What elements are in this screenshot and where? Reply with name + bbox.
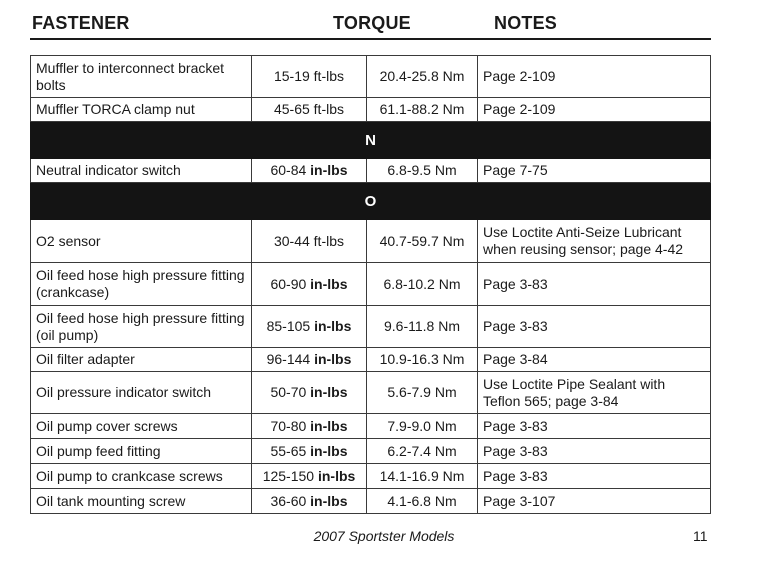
table-row (31, 263, 711, 306)
torque-cell (252, 56, 367, 98)
torque-cell (252, 414, 367, 439)
torque-value: 125-150 (262, 467, 315, 484)
torque-unit: in-lbs (314, 318, 352, 334)
table-row (31, 306, 711, 348)
torque-cell (252, 220, 367, 263)
table-row (31, 348, 711, 372)
torque-table-body (31, 56, 711, 514)
torque-value: 60-90 (270, 275, 307, 292)
metric-torque-cell: 6.8-10.2 Nm (367, 263, 478, 306)
table-row (31, 220, 711, 263)
table-row (31, 439, 711, 464)
torque-cell (252, 348, 367, 372)
notes-cell: Page 3-83 (478, 414, 711, 439)
notes-cell: Page 3-84 (478, 348, 711, 372)
torque-unit: in-lbs (314, 351, 352, 367)
metric-torque-cell: 10.9-16.3 Nm (367, 348, 478, 372)
footer-title: 2007 Sportster Models (313, 528, 455, 544)
page-number: 11 (693, 528, 708, 544)
section-letter: N (31, 122, 711, 159)
metric-torque-cell: 61.1-88.2 Nm (367, 98, 478, 122)
table-row (31, 489, 711, 514)
fastener-cell: Oil feed hose high pressure fitting (oil pump) (31, 306, 252, 348)
fastener-cell: Oil pressure indicator switch (31, 372, 252, 414)
torque-value: 70-80 (270, 417, 307, 434)
section-header-row (31, 122, 711, 159)
torque-unit: in-lbs (310, 275, 348, 292)
torque-unit: in-lbs (310, 492, 348, 509)
fastener-cell: Muffler to interconnect bracket bolts (31, 56, 252, 98)
torque-cell (252, 159, 367, 183)
torque-value: 15-19 (273, 68, 310, 84)
table-row (31, 98, 711, 122)
torque-unit: in-lbs (317, 467, 356, 484)
metric-torque-cell: 9.6-11.8 Nm (367, 306, 478, 348)
torque-unit: ft-lbs (313, 101, 345, 117)
metric-torque-cell: 4.1-6.8 Nm (367, 489, 478, 514)
metric-torque-cell: 6.8-9.5 Nm (367, 159, 478, 183)
section-letter: O (31, 183, 711, 220)
table-row (31, 414, 711, 439)
fastener-cell: Oil feed hose high pressure fitting (crankcase) (31, 263, 252, 306)
table-row (31, 159, 711, 183)
torque-unit: in-lbs (310, 442, 348, 459)
table-row (31, 56, 711, 98)
fastener-cell: Oil filter adapter (31, 348, 252, 372)
fastener-cell: Muffler TORCA clamp nut (31, 98, 252, 122)
torque-value: 45-65 (273, 101, 310, 117)
fastener-cell: O2 sensor (31, 220, 252, 263)
torque-unit: in-lbs (310, 417, 348, 434)
fastener-cell: Oil pump feed fitting (31, 439, 252, 464)
torque-value: 96-144 (266, 351, 311, 367)
notes-cell: Page 7-75 (478, 159, 711, 183)
torque-cell (252, 372, 367, 414)
torque-value: 50-70 (270, 384, 307, 400)
torque-cell (252, 464, 367, 489)
torque-cell (252, 439, 367, 464)
header-torque: TORQUE (333, 13, 411, 33)
header-notes: NOTES (494, 13, 558, 33)
torque-unit: ft-lbs (313, 232, 345, 249)
notes-cell: Use Loctite Pipe Sealant with Teflon 565; page 3-84 (478, 372, 711, 414)
torque-value: 55-65 (270, 442, 307, 459)
notes-cell: Page 3-83 (478, 263, 711, 306)
torque-value: 36-60 (270, 492, 307, 509)
metric-torque-cell: 5.6-7.9 Nm (367, 372, 478, 414)
torque-unit: ft-lbs (313, 68, 345, 84)
metric-torque-cell: 20.4-25.8 Nm (367, 56, 478, 98)
fastener-cell: Oil pump cover screws (31, 414, 252, 439)
notes-cell: Page 3-83 (478, 439, 711, 464)
notes-cell: Page 3-107 (478, 489, 711, 514)
torque-value: 85-105 (266, 318, 311, 334)
torque-unit: in-lbs (310, 384, 348, 400)
metric-torque-cell: 7.9-9.0 Nm (367, 414, 478, 439)
metric-torque-cell: 6.2-7.4 Nm (367, 439, 478, 464)
fastener-cell: Neutral indicator switch (31, 159, 252, 183)
torque-unit: in-lbs (310, 162, 348, 178)
metric-torque-cell: 14.1-16.9 Nm (367, 464, 478, 489)
table-row (31, 464, 711, 489)
notes-cell: Page 3-83 (478, 306, 711, 348)
fastener-cell: Oil pump to crankcase screws (31, 464, 252, 489)
header-fastener: FASTENER (32, 13, 130, 33)
fastener-cell: Oil tank mounting screw (31, 489, 252, 514)
header-rule (30, 38, 711, 40)
notes-cell: Use Loctite Anti-Seize Lubricant when reusing sensor; page 4-42 (478, 220, 711, 263)
torque-cell (252, 98, 367, 122)
torque-table (30, 55, 711, 514)
torque-value: 30-44 (273, 232, 310, 249)
table-row (31, 372, 711, 414)
notes-cell: Page 3-83 (478, 464, 711, 489)
notes-cell: Page 2-109 (478, 56, 711, 98)
torque-cell (252, 489, 367, 514)
section-header-row (31, 183, 711, 220)
torque-cell (252, 306, 367, 348)
notes-cell: Page 2-109 (478, 98, 711, 122)
torque-cell (252, 263, 367, 306)
torque-value: 60-84 (270, 162, 307, 178)
metric-torque-cell: 40.7-59.7 Nm (367, 220, 478, 263)
